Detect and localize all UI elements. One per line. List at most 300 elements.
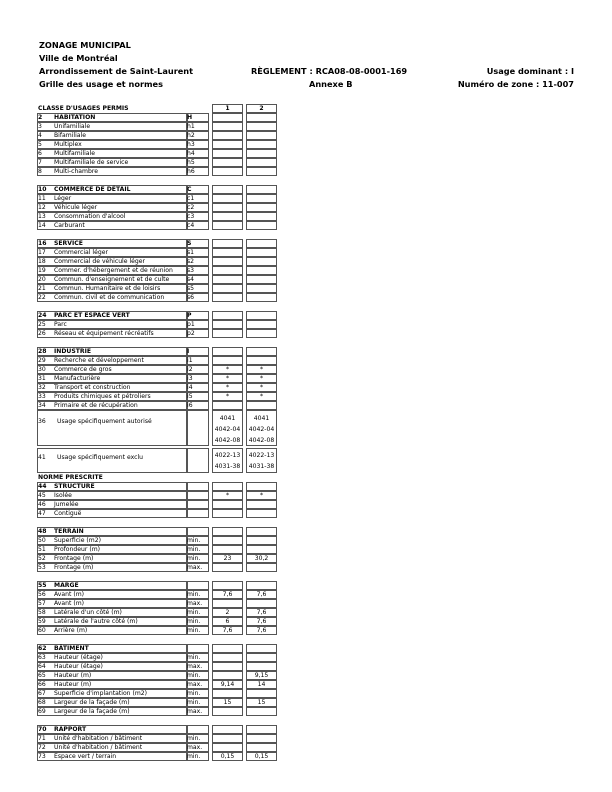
col1-value: 9,14 [220,681,235,688]
row-label: RAPPORT [54,726,87,733]
row-code: max. [187,708,203,715]
col2-cell [246,239,277,248]
col1-values: 4022-13 4031-38 [214,452,241,470]
col2-value: 0,15 [254,753,269,760]
col1-cell [212,527,243,536]
row-label: Arrière (m) [54,627,88,634]
col1-cell [212,248,243,257]
row-label: Consommation d'alcool [54,213,126,220]
col2-value: 30,2 [254,555,269,562]
row-label: Unité d'habitation / bâtiment [54,735,143,742]
row-number: 70 [38,726,47,733]
col1-cell [212,662,243,671]
row-label: Parc [54,321,67,328]
row-code: I [187,348,190,355]
col2-cell [246,275,277,284]
col2-cell [246,311,277,320]
row-number: 29 [38,357,46,364]
row-label: Hauteur (étage) [54,663,103,670]
col2-cell [246,536,277,545]
row-number: 67 [38,690,46,697]
row-number: 57 [38,600,46,607]
row-code: s6 [187,294,195,301]
col2-cell [246,149,277,158]
annex-label: Annexe B [309,79,353,89]
col2-value: 14 [257,681,266,688]
grid-title: Grille des usage et normes [39,79,163,89]
row-label: Transport et construction [54,384,131,391]
row-code: C [187,186,192,193]
row-code: max. [187,600,203,607]
row-number: 64 [38,663,46,670]
row-label: Produits chimiques et pétroliers [54,393,151,400]
row-label: BÂTIMENT [54,645,89,652]
row-code: i3 [187,375,193,382]
col1-cell [212,203,243,212]
row-label: Largeur de la façade (m) [54,708,130,715]
row-label: Espace vert / terrain [54,753,117,760]
code-cell [187,509,209,518]
col2-cell [246,212,277,221]
col2-value: 7,6 [256,591,267,598]
row-code: min. [187,591,201,598]
row-number: 55 [38,582,47,589]
col1-cell [212,599,243,608]
col2-value: * [259,375,264,382]
row-number: 51 [38,546,46,553]
row-number: 17 [38,249,46,256]
col2-cell [246,500,277,509]
col2-value: * [259,393,264,400]
col1-cell [212,671,243,680]
row-label: Commun. Humanitaire et de loisirs [54,285,161,292]
col1-cell [212,644,243,653]
row-number: 10 [38,186,47,193]
row-code: min. [187,654,201,661]
col1-value: 6 [225,618,230,625]
col1-values: 4041 4042-04 4042-08 [214,415,241,444]
row-number: 30 [38,366,46,373]
row-code: p2 [187,330,195,337]
row-code: i1 [187,357,193,364]
code-cell [187,527,209,536]
col1-value: 7,6 [222,591,233,598]
row-number: 44 [38,483,47,490]
col1-cell [212,293,243,302]
col1-cell [212,113,243,122]
col1-cell [212,266,243,275]
norms-heading: NORME PRESCRITE [38,474,103,481]
code-cell [187,482,209,491]
row-number: 3 [38,123,42,130]
col2-cell [246,203,277,212]
row-label: Isolée [54,492,72,499]
col2-cell [246,545,277,554]
row-code: c4 [187,222,195,229]
col1-cell [212,320,243,329]
col1-cell [212,689,243,698]
row-code: max. [187,663,203,670]
row-code: i5 [187,393,193,400]
col1-cell [212,284,243,293]
col2-cell [246,743,277,752]
row-number: 13 [38,213,46,220]
row-label: Avant (m) [54,591,85,598]
row-code: p1 [187,321,195,328]
col1-cell [212,329,243,338]
zone-number: Numéro de zone : 11-007 [457,79,574,89]
column-1-label: 1 [225,105,230,112]
dominant-usage: Usage dominant : I [486,66,574,76]
row-code: min. [187,753,201,760]
col1-value: * [225,366,230,373]
row-number: 45 [38,492,46,499]
col1-cell [212,257,243,266]
row-number: 8 [38,168,42,175]
row-code: max. [187,744,203,751]
row-number: 34 [38,402,46,409]
col2-cell [246,401,277,410]
row-code: max. [187,564,203,571]
col1-cell [212,707,243,716]
col2-cell [246,293,277,302]
row-number: 21 [38,285,46,292]
col2-values: 4022-13 4031-38 [248,452,275,470]
col1-cell [212,158,243,167]
row-code: min. [187,618,201,625]
row-code: s3 [187,267,195,274]
row-label: Réseau et équipement récréatifs [54,330,154,337]
row-number: 22 [38,294,46,301]
row-code: i4 [187,384,193,391]
row-label: Jumelée [54,501,79,508]
row-code: s4 [187,276,195,283]
row-number: 16 [38,240,47,247]
row-label: Frontage (m) [54,555,94,562]
row-code: h1 [187,123,195,130]
col1-value: * [225,492,230,499]
row-code: min. [187,690,201,697]
row-code: min. [187,735,201,742]
row-label: Frontage (m) [54,564,94,571]
row-code: i2 [187,366,193,373]
col1-cell [212,356,243,365]
row-number: 48 [38,528,47,535]
col1-cell [212,482,243,491]
row-number: 71 [38,735,46,742]
row-number: 4 [38,132,42,139]
row-code: min. [187,627,201,634]
col1-cell [212,500,243,509]
row-number: 59 [38,618,46,625]
col2-cell [246,662,277,671]
row-number: 20 [38,276,46,283]
row-code: min. [187,699,201,706]
row-label: Commercial léger [54,249,108,256]
row-label: Léger [54,195,72,202]
row-label: Superficie d'implantation (m2) [54,690,148,697]
row-label: Commercial de véhicule léger [54,258,146,265]
col2-values: 4041 4042-04 4042-08 [248,415,275,444]
row-number: 65 [38,672,46,679]
row-number: 56 [38,591,46,598]
col1-cell [212,239,243,248]
col1-cell [212,509,243,518]
row-label: STRUCTURE [54,483,95,490]
row-label: Unité d'habitation / bâtiment [54,744,143,751]
row-number: 68 [38,699,46,706]
col1-value: 23 [223,555,232,562]
row-number: 26 [38,330,46,337]
code-cell [187,500,209,509]
col1-cell [212,725,243,734]
row-label: Multifamiliale [54,150,95,157]
row-code: s1 [187,249,195,256]
row-label: Latérale de l'autre côté (m) [54,618,138,625]
col1-cell [212,653,243,662]
city-name: Ville de Montréal [39,53,118,63]
col2-cell [246,482,277,491]
row-number: 31 [38,375,46,382]
row-number: 18 [38,258,46,265]
code-cell [187,491,209,500]
col1-cell [212,122,243,131]
col2-cell [246,140,277,149]
row-number: 7 [38,159,42,166]
col2-cell [246,644,277,653]
col1-cell [212,581,243,590]
col2-value: 9,15 [254,672,269,679]
row-code: h5 [187,159,195,166]
row-label: Usage spécifiquement autorisé [57,418,152,425]
row-label: Hauteur (m) [54,672,92,679]
col2-cell [246,320,277,329]
row-label: Latérale d'un côté (m) [54,609,122,616]
col2-cell [246,734,277,743]
row-code: c3 [187,213,195,220]
row-code: h6 [187,168,195,175]
row-label: Primaire et de récupération [54,402,138,409]
row-number: 72 [38,744,46,751]
col2-cell [246,599,277,608]
row-number: 24 [38,312,47,319]
col2-value: * [259,366,264,373]
col2-cell [246,113,277,122]
row-code: min. [187,672,201,679]
row-code: i6 [187,402,193,409]
code-cell [187,725,209,734]
col2-cell [246,653,277,662]
col1-value: 0,15 [220,753,235,760]
col1-value: 2 [225,609,230,616]
col1-value: * [225,393,230,400]
col2-cell [246,527,277,536]
row-label: Hauteur (m) [54,681,92,688]
col1-value: * [225,384,230,391]
col1-cell [212,401,243,410]
col2-value: 7,6 [256,627,267,634]
col1-cell [212,212,243,221]
col2-cell [246,185,277,194]
row-number: 36 [38,418,46,425]
col1-cell [212,347,243,356]
col2-value: * [259,384,264,391]
borough-name: Arrondissement de Saint-Laurent [39,66,194,76]
row-number: 2 [38,114,43,121]
row-number: 60 [38,627,46,634]
row-number: 6 [38,150,42,157]
col2-cell [246,347,277,356]
row-label: Avant (m) [54,600,85,607]
col2-cell [246,248,277,257]
col2-cell [246,194,277,203]
col2-cell [246,707,277,716]
classes-heading: CLASSE D'USAGES PERMIS [38,105,129,112]
col2-value: 15 [257,699,266,706]
row-code: min. [187,555,201,562]
col2-cell [246,158,277,167]
row-number: 14 [38,222,46,229]
col2-cell [246,509,277,518]
row-label: Manufacturière [54,375,101,382]
row-label: HABITATION [54,114,96,121]
doc-title: ZONAGE MUNICIPAL [39,40,131,50]
col2-cell [246,356,277,365]
row-label: MARGE [54,582,79,589]
col1-cell [212,734,243,743]
col2-cell [246,284,277,293]
row-code: c2 [187,204,195,211]
col1-cell [212,536,243,545]
row-label: Multi-chambre [54,168,98,175]
row-number: 11 [38,195,46,202]
row-code: s5 [187,285,195,292]
col2-cell [246,122,277,131]
row-label: Commer. d'hébergement et de réunion [54,267,173,274]
row-label: Bifamiliale [54,132,86,139]
row-label: Hauteur (étage) [54,654,103,661]
row-number: 46 [38,501,46,508]
row-code: h2 [187,132,195,139]
col1-cell [212,545,243,554]
row-number: 52 [38,555,46,562]
row-code: h4 [187,150,195,157]
col1-value: 15 [223,699,232,706]
row-label: Usage spécifiquement exclu [57,454,143,461]
row-code: H [187,114,193,121]
row-number: 25 [38,321,46,328]
regulation-number: RÈGLEMENT : RCA08-08-0001-169 [251,66,408,76]
row-label: SERVICE [54,240,83,247]
col1-cell [212,140,243,149]
row-label: Contiguë [54,510,82,517]
row-number: 66 [38,681,46,688]
row-number: 12 [38,204,46,211]
col2-cell [246,329,277,338]
col2-value: 7,6 [256,618,267,625]
row-number: 5 [38,141,42,148]
col1-cell [212,275,243,284]
col2-value: * [259,492,264,499]
col2-cell [246,689,277,698]
col2-cell [246,131,277,140]
row-number: 28 [38,348,47,355]
row-code: min. [187,537,201,544]
code-cell [187,644,209,653]
row-label: Profondeur (m) [54,546,101,553]
row-number: 47 [38,510,46,517]
col1-cell [212,221,243,230]
col1-cell [212,185,243,194]
col1-cell [212,563,243,572]
code-cell [187,581,209,590]
col2-cell [246,266,277,275]
col2-cell [246,257,277,266]
row-label: Multifamiliale de service [54,159,129,166]
col2-cell [246,725,277,734]
col2-cell [246,581,277,590]
row-number: 53 [38,564,46,571]
col1-cell [212,194,243,203]
row-number: 32 [38,384,46,391]
col1-cell [212,311,243,320]
row-label: Largeur de la façade (m) [54,699,130,706]
row-label: Multiplex [54,141,82,148]
row-label: Superficie (m2) [54,537,101,544]
col2-cell [246,167,277,176]
row-code: c1 [187,195,195,202]
row-label: INDUSTRIE [54,348,92,355]
col1-cell [212,167,243,176]
row-label: Véhicule léger [54,204,98,211]
row-number: 62 [38,645,47,652]
column-2-label: 2 [259,105,264,112]
col2-value: 7,6 [256,609,267,616]
row-number: 58 [38,609,46,616]
col1-cell [212,131,243,140]
row-label: Carburant [54,222,85,229]
row-number: 73 [38,753,46,760]
row-label: Commerce de gros [54,366,112,373]
row-number: 33 [38,393,46,400]
row-label: TERRAIN [54,528,84,535]
row-number: 50 [38,537,46,544]
row-label: Commun. d'enseignement et de culte [54,276,170,283]
col1-value: * [225,375,230,382]
row-label: COMMERCE DE DÉTAIL [54,186,131,193]
row-code: h3 [187,141,195,148]
row-code: P [187,312,192,319]
row-code: s2 [187,258,195,265]
row-number: 63 [38,654,46,661]
row-number: 69 [38,708,46,715]
col1-cell [212,743,243,752]
row-code: S [187,240,192,247]
row-code: min. [187,609,201,616]
row-label: Commun. civil et de communication [54,294,165,301]
row-number: 41 [38,454,46,461]
col1-cell [212,149,243,158]
row-label: PARC ET ESPACE VERT [54,312,130,319]
row-code: max. [187,681,203,688]
row-label: Recherche et développement [54,357,144,364]
row-number: 19 [38,267,46,274]
code-cell [187,347,209,356]
row-label: Unifamiliale [54,123,91,130]
col2-cell [246,221,277,230]
col1-value: 7,6 [222,627,233,634]
row-code: min. [187,546,201,553]
